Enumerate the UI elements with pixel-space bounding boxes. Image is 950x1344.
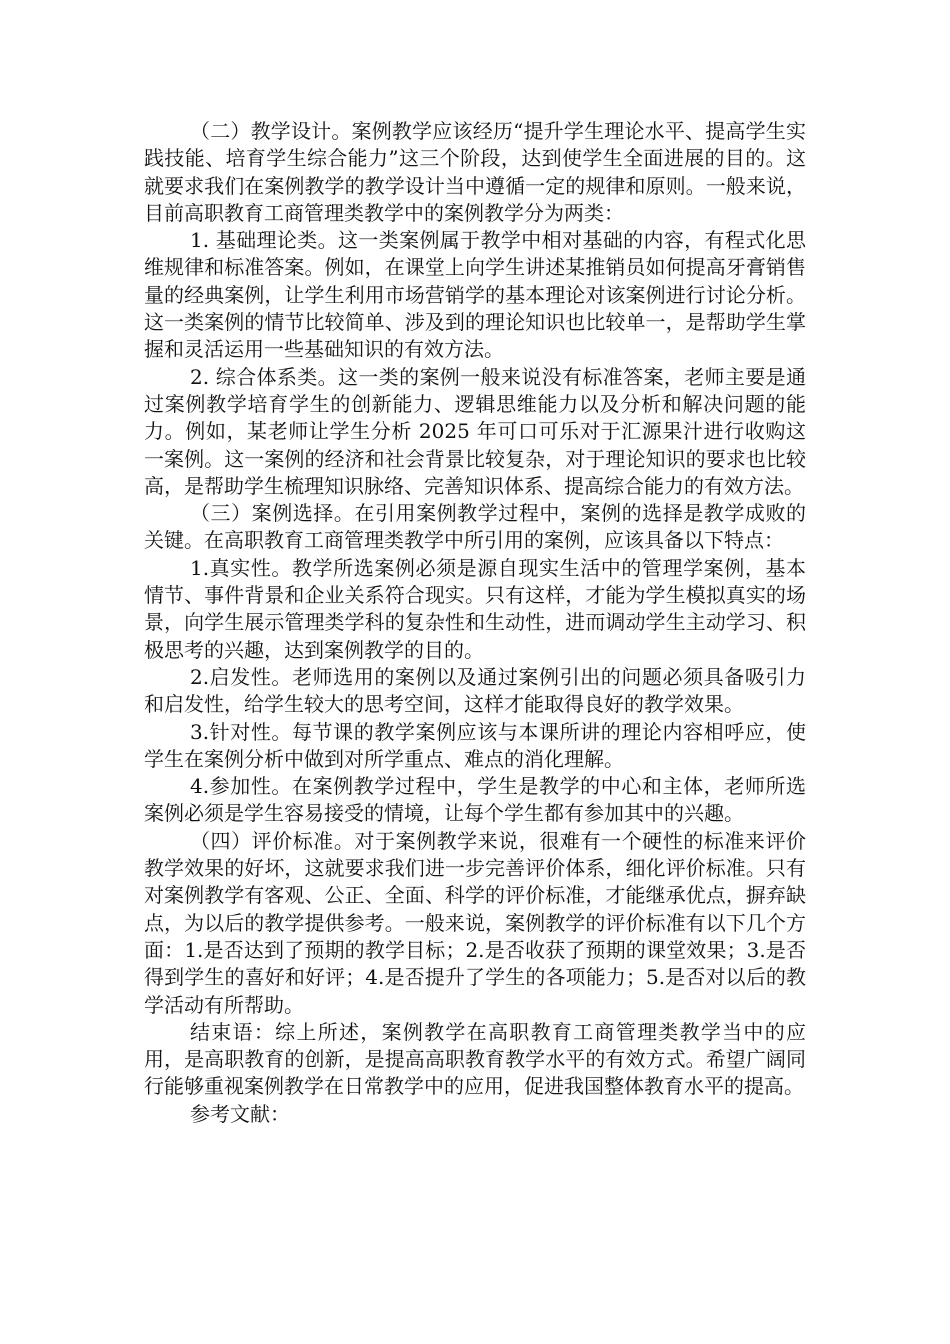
document-body — [144, 118, 806, 1128]
paragraph-participation: 4.参加性。在案例教学过程中，学生是教学的中心和主体，老师所选案例必须是学生容易接受的情境，让每个学生都有参加其中的兴趣。 — [144, 774, 806, 826]
paragraph-case-selection: （三）案例选择。在引用案例教学过程中，案例的选择是教学成败的关键。在高职教育工商管理类教学中所引用的案例，应该具备以下特点： — [144, 501, 806, 553]
references-heading: 参考文献： — [190, 1101, 290, 1126]
paragraph-basic-theory: 1. 基础理论类。这一类案例属于教学中相对基础的内容，有程式化思维规律和标准答案。例如，在课堂上向学生讲述某推销员如何提高牙膏销售量的经典案例，让学生利用市场营销学的基本理论对该案例进行讨论分析。这一类案例的情节比较简单、涉及到的理论知识也比较单一，是帮助学生掌握和灵活运用一些基础知识的有效方法。 — [144, 228, 806, 362]
paragraph-evaluation-standard: （四）评价标准。对于案例教学来说，很难有一个硬性的标准来评价教学效果的好坏，这就要求我们进一步完善评价体系，细化评价标准。只有对案例教学有客观、公正、全面、科学的评价标准，才能继承优点，摒弃缺点，为以后的教学提供参考。一般来说，案例教学的评价标准有以下几个方面：1.是否达到了预期的教学目标；2.是否收获了预期的课堂效果；3.是否得到学生的喜好和好评；4.是否提升了学生的各项能力；5.是否对以后的教学活动有所帮助。 — [144, 828, 806, 1017]
paragraph-authenticity: 1.真实性。教学所选案例必须是源自现实生活中的管理学案例，基本情节、事件背景和企业关系符合现实。只有这样，才能为学生模拟真实的场景，向学生展示管理类学科的复杂性和生动性，进而调动学生主动学习、积极思考的兴趣，达到案例教学的目的。 — [144, 555, 806, 662]
paragraph-conclusion: 结束语：综上所述，案例教学在高职教育工商管理类教学当中的应用，是高职教育的创新，是提高高职教育教学水平的有效方式。希望广阔同行能够重视案例教学在日常教学中的应用，促进我国整体教育水平的提高。 — [144, 1019, 806, 1099]
paragraph-inspiration: 2.启发性。老师选用的案例以及通过案例引出的问题必须具备吸引力和启发性，给学生较大的思考空间，这样才能取得良好的教学效果。 — [144, 664, 806, 717]
paragraph-teaching-design: （二）教学设计。案例教学应该经历“提升学生理论水平、提高学生实践技能、培育学生综合能力”这三个阶段，达到使学生全面进展的目的。这就要求我们在案例教学的教学设计当中遵循一定的规律和原则。一般来说，目前高职教育工商管理类教学中的案例教学分为两类： — [144, 119, 806, 225]
paragraph-pertinence: 3.针对性。每节课的教学案例应该与本课所讲的理论内容相呼应，使学生在案例分析中做到对所学重点、难点的消化理解。 — [144, 719, 806, 771]
paragraph-comprehensive-system: 2. 综合体系类。这一类的案例一般来说没有标准答案，老师主要是通过案例教学培育学生的创新能力、逻辑思维能力以及分析和解决问题的能力。例如，某老师让学生分析 2025 年可口可乐对于汇源果汁进行收购这一案例。这一案例的经济和社会背景比较复杂，对于理论知识的要求也比较高，是帮助学生梳理知识脉络、完善知识体系、提高综合能力的有效方法。 — [144, 364, 806, 498]
